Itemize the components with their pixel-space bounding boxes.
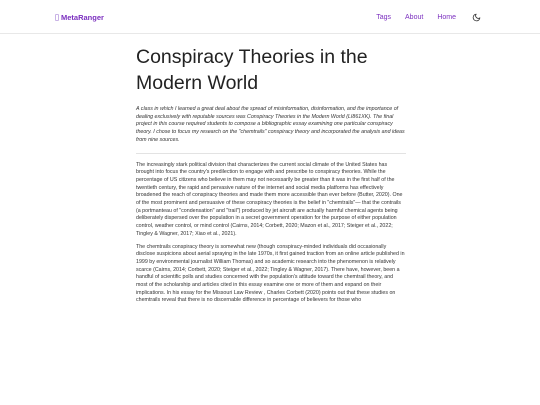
section-divider <box>136 153 406 154</box>
article <box>136 44 406 310</box>
moon-icon <box>472 13 481 22</box>
site-brand-name: MetaRanger <box>61 12 104 22</box>
top-navbar <box>0 0 540 34</box>
nav-links <box>376 10 482 24</box>
theme-toggle-button[interactable] <box>470 11 482 23</box>
article-paragraph: The chemtrails conspiracy theory is somewhat new (though conspiracy-minded individuals did occasionally disclose suspicions about aerial spraying in the late 1970s, it first gained traction from an online article published in 1999 by environmental journalist William Thomas) and so academic research into the phenomenon is relatively scarce (Cairns, 2014; Corbett, 2020; Steiger et al., 2022; Tingley & Wagner, 2017). There have, however, been a handful of scientific polls and studies concerned with the population's attitude toward the chemtrail theory, and most of the scholarship and articles cited in this essay examine one or more of them and expand on their implications. In his essay for the Missouri Law Review , Charles Corbett (2020) points out that these studies on chemtrails reveal that there is no discernable difference in percentage of believers for those who <box>136 243 405 304</box>
nav-link-about[interactable]: About <box>405 13 424 21</box>
site-brand-link[interactable] <box>55 10 104 24</box>
article-intro: A class in which I learned a great deal about the spread of misinformation, disinformation, and the importance of dealing exclusively with reputable sources was Conspiracy Theories in the Modern World (LI861XK). The final project in this course required students to compose a bibliographic essay examining one particular conspiracy theory. I chose to focus my research on the "chemtrails" conspiracy theory and incorporated the analysis and ideas from nine sources. <box>136 106 405 143</box>
page-title: Conspiracy Theories in the Modern World <box>136 46 368 94</box>
article-paragraph: The increasingly stark political division that characterizes the current social climate of the United States has brought into focus the country's predilection to engage with and prescribe to conspiracy theories. While the percentage of US citizens who believe in them may not necessarily be greater than it was in the first half of the twentieth century, the rapid and pervasive nature of the internet and social media platforms has effectively broadened the reach of conspiracy theories and made them more accessible than ever before (Butter, 2020). One of the most prominent and persuasive of these conspiracy theories is the belief in "chemtrails"— that the contrails (a portmanteau of "condensation" and "trail") produced by jet aircraft are actually harmful chemical agents being deliberately dispersed over the population in a secret government operation for the purpose of either population control, weather control, or mind control (Cairns, 2014; Corbett, 2020; Mazon et al., 2017; Steiger et al., 2022; Tingley & Wagner, 2017; Xiao et al., 2021). <box>136 161 403 237</box>
nav-link-home[interactable]: Home <box>437 13 456 21</box>
nav-link-tags[interactable]: Tags <box>376 13 392 21</box>
broken-logo-icon <box>55 14 59 21</box>
